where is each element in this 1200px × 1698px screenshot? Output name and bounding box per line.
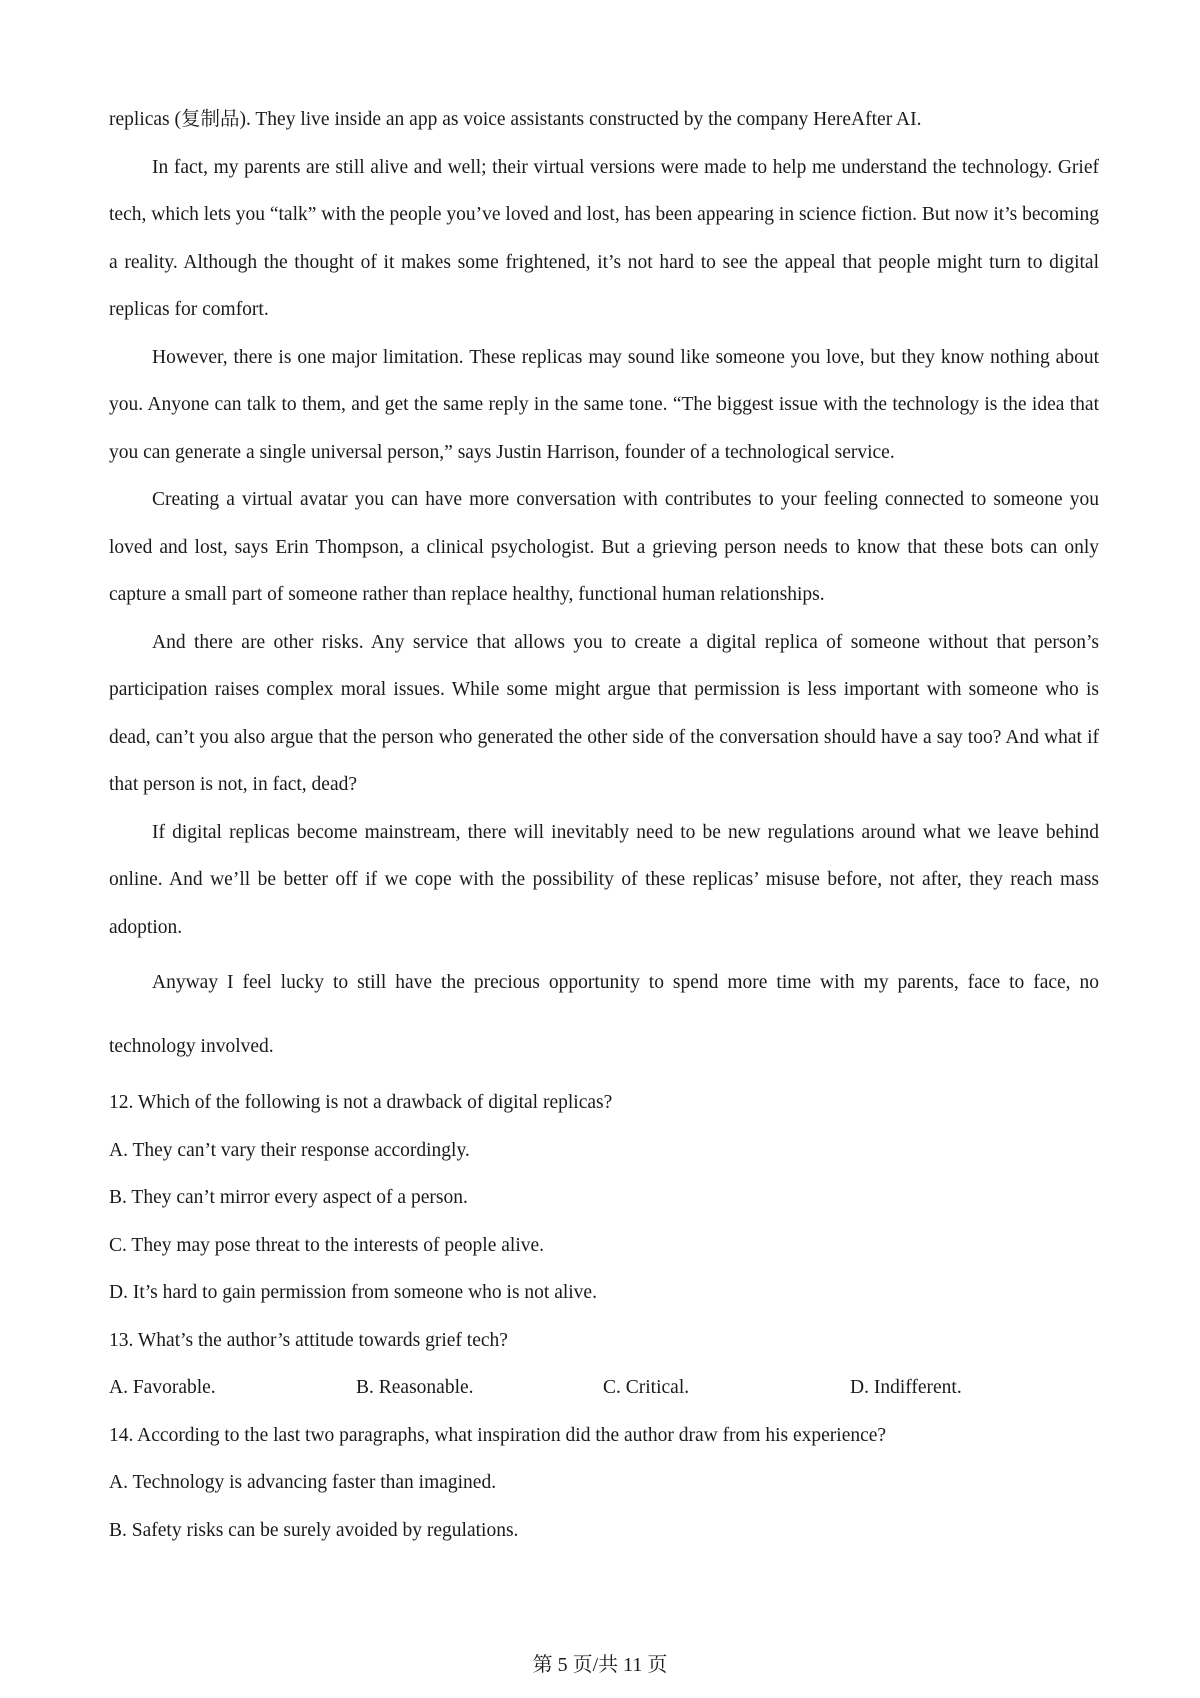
question-14-option-b: B. Safety risks can be surely avoided by regulations.: [109, 1519, 519, 1541]
question-13-option-d: D. Indifferent.: [850, 1377, 962, 1398]
passage-paragraph-4: Creating a virtual avatar you can have more conversation with contributes to your feeling connected to someone you loved and lost, says Erin Thompson, a clinical psychologist. But a grieving person needs to know that these bots can only capture a small part of someone rather than replace healthy, functional human relationships.: [109, 489, 1099, 605]
passage-paragraph-3: However, there is one major limitation. These replicas may sound like someone you love, but they know nothing about you. Anyone can talk to them, and get the same reply in the same tone. “The biggest issue with the technology is the idea that you can generate a single universal person,” says Justin Harrison, founder of a technological service.: [109, 346, 1099, 463]
question-14-option-a: A. Technology is advancing faster than imagined.: [109, 1472, 497, 1493]
question-12-option-c: C. They may pose threat to the interests of people alive.: [109, 1234, 545, 1256]
passage-paragraph-7: Anyway I feel lucky to still have the precious opportunity to spend more time with my parents, face to face, no technology involved.: [109, 972, 1099, 1057]
question-13-option-c: C. Critical.: [603, 1377, 690, 1398]
question-12-option-a: A. They can’t vary their response accordingly.: [109, 1139, 470, 1161]
passage-paragraph-5: And there are other risks. Any service that allows you to create a digital replica of someone without that person’s participation raises complex moral issues. While some might argue that permission is less important with someone who is dead, can’t you also argue that the person who generated the other side of the conversation should have a say too? And what if that person is not, in fact, dead?: [109, 631, 1099, 795]
question-14-stem: 14. According to the last two paragraphs, what inspiration did the author draw from his experience?: [109, 1424, 887, 1446]
question-13-stem: 13. What’s the author’s attitude towards grief tech?: [109, 1329, 508, 1351]
question-12-stem: 12. Which of the following is not a drawback of digital replicas?: [109, 1092, 613, 1113]
question-13-option-b: B. Reasonable.: [356, 1377, 474, 1398]
passage-paragraph-6: If digital replicas become mainstream, there will inevitably need to be new regulations around what we leave behind online. And we’ll be better off if we cope with the possibility of these replicas’ misuse before, not after, they reach mass adoption.: [109, 821, 1099, 938]
question-12-option-d: D. It’s hard to gain permission from someone who is not alive.: [109, 1282, 597, 1303]
page-content: [109, 96, 1099, 1554]
question-13-option-a: A. Favorable.: [109, 1377, 216, 1398]
passage-paragraph-1: replicas (复制品). They live inside an app as voice assistants constructed by the company HereAfter AI.: [109, 109, 922, 130]
passage-paragraph-2: In fact, my parents are still alive and well; their virtual versions were made to help me understand the technology. Grief tech, which lets you “talk” with the people you’ve loved and lost, has been appearing in science fiction. But now it’s becoming a reality. Although the thought of it makes some frightened, it’s not hard to see the appeal that people might turn to digital replicas for comfort.: [109, 156, 1099, 320]
question-13-options: [109, 1364, 1099, 1412]
question-12-option-b: B. They can’t mirror every aspect of a person.: [109, 1187, 468, 1208]
page-number-footer: 第 5 页/共 11 页: [532, 1654, 668, 1676]
